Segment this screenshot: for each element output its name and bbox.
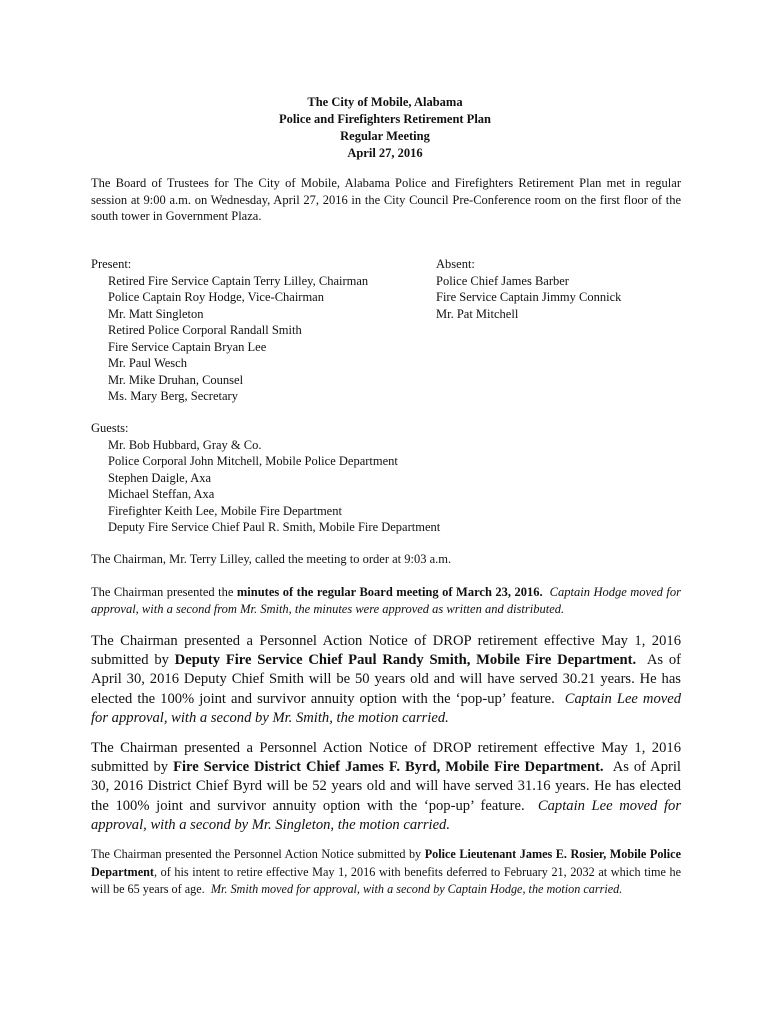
guest-member: Stephen Daigle, Axa xyxy=(108,470,212,485)
rosier-paragraph xyxy=(91,846,681,899)
present-member: Fire Service Captain Bryan Lee xyxy=(108,339,267,354)
drop-smith-text: The Chairman presented a Personnel Action Notice of DROP retirement effective May 1, 2016 submitted by xyxy=(91,633,681,669)
rosier-name: Police Lieutenant James E. Rosier, Mobile Police Department xyxy=(91,847,682,879)
present-member: Retired Police Corporal Randall Smith xyxy=(108,323,302,337)
drop-byrd-paragraph xyxy=(91,739,681,835)
present-member: Mr. Paul Wesch xyxy=(108,356,187,370)
minutes-meeting-ref: minutes of the regular Board meeting of March 23, 2016. xyxy=(236,585,543,599)
guest-member: Deputy Fire Service Chief Paul R. Smith, Mobile Fire Department xyxy=(108,520,441,534)
call-to-order-paragraph: The Chairman, Mr. Terry Lilley, called the meeting to order at 9:03 a.m. xyxy=(91,552,452,566)
minutes-paragraph xyxy=(91,584,681,617)
guest-member: Firefighter Keith Lee, Mobile Fire Department xyxy=(108,503,342,518)
minutes-motion: Captain Hodge moved for approval, with a second from Mr. Smith, the minutes were approved as written and distributed. xyxy=(91,585,681,616)
present-list xyxy=(91,256,368,405)
present-member: Ms. Mary Berg, Secretary xyxy=(108,389,238,403)
drop-smith-details: As of April 30, 2016 Deputy Chief Smith will be 50 years old and will have served 30.21 years. He has elected the 100% joint and survivor annuity option with the ‘pop-up’ feature. xyxy=(91,652,681,707)
guests-label: Guests: xyxy=(91,421,129,435)
present-member: Police Captain Roy Hodge, Vice-Chairman xyxy=(108,290,324,304)
present-member: Mr. Matt Singleton xyxy=(108,306,204,321)
guest-member: Police Corporal John Mitchell, Mobile Police Department xyxy=(108,454,398,468)
drop-smith-name: Deputy Fire Service Chief Paul Randy Smith, Mobile Fire Department. xyxy=(174,652,637,669)
guest-member: Michael Steffan, Axa xyxy=(108,487,215,501)
present-member: Mr. Mike Druhan, Counsel xyxy=(108,372,244,387)
rosier-motion: Mr. Smith moved for approval, with a second by Captain Hodge, the motion carried. xyxy=(210,882,623,896)
drop-smith-paragraph xyxy=(91,632,681,728)
header-plan: Police and Firefighters Retirement Plan xyxy=(279,112,491,126)
document-header xyxy=(0,94,770,162)
drop-byrd-name: Fire Service District Chief James F. Byrd, Mobile Fire Department. xyxy=(173,759,604,776)
absent-list xyxy=(436,256,621,322)
header-date: April 27, 2016 xyxy=(347,146,423,160)
rosier-details: , of his intent to retire effective May 1, 2016 with benefits deferred to February 21, 2032 at which time he will be 65 years of age. xyxy=(91,864,681,896)
absent-member: Mr. Pat Mitchell xyxy=(436,306,519,321)
drop-smith-motion: Captain Lee moved for approval, with a second by Mr. Smith, the motion carried. xyxy=(91,690,681,726)
present-label: Present: xyxy=(91,257,132,271)
present-member: Retired Fire Service Captain Terry Lilley, Chairman xyxy=(108,273,369,288)
absent-member: Fire Service Captain Jimmy Connick xyxy=(436,290,622,304)
intro-paragraph: The Board of Trustees for The City of Mobile, Alabama Police and Firefighters Retirement Plan met in regular session at 9:00 a.m. on Wednesday, April 27, 2016 in the City Council Pre-Conference room on the first floor of the south tower in Government Plaza. xyxy=(91,176,681,223)
rosier-text: The Chairman presented the Personnel Action Notice submitted by xyxy=(91,847,425,861)
absent-label: Absent: xyxy=(436,257,475,271)
guest-member: Mr. Bob Hubbard, Gray & Co. xyxy=(108,437,262,452)
header-meeting-type: Regular Meeting xyxy=(340,129,430,143)
drop-byrd-motion: Captain Lee moved for approval, with a second by Mr. Singleton, the motion carried. xyxy=(91,797,681,833)
guests-list xyxy=(91,420,440,536)
drop-byrd-text: The Chairman presented a Personnel Action Notice of DROP retirement effective May 1, 2016 submitted by xyxy=(91,740,681,776)
drop-byrd-details: As of April 30, 2016 District Chief Byrd will be 52 years old and will have served 31.16 years. He has elected the 100% joint and survivor annuity option with the ‘pop-up’ feature. xyxy=(91,759,681,814)
header-city: The City of Mobile, Alabama xyxy=(307,95,463,109)
minutes-text: The Chairman presented the xyxy=(91,585,237,599)
absent-member: Police Chief James Barber xyxy=(436,273,569,288)
